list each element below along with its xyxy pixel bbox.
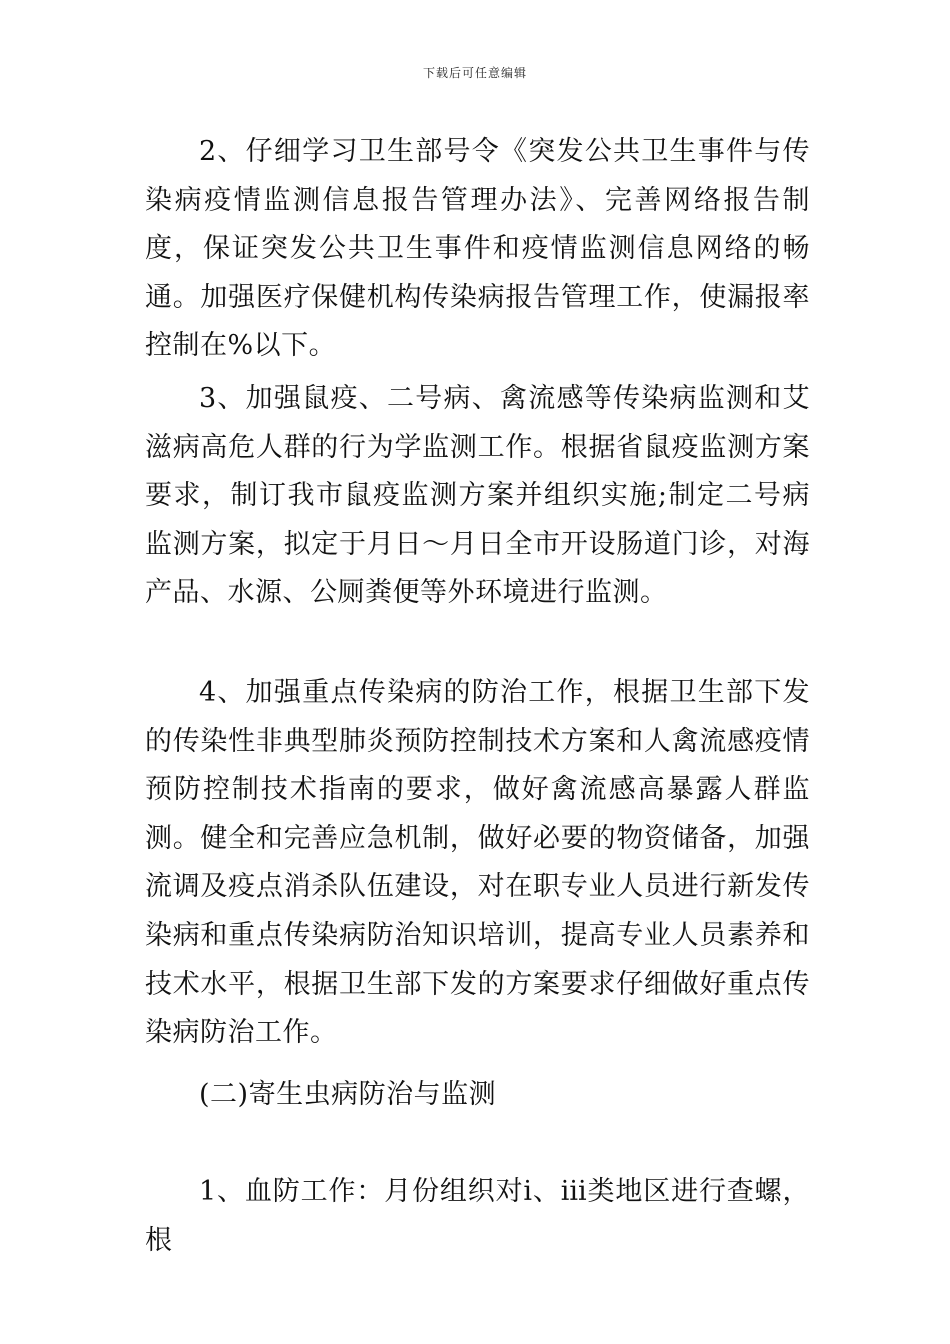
paragraph-2: 2、仔细学习卫生部号令《突发公共卫生事件与传染病疫情监测信息报告管理办法》、完善网络报告制度，保证突发公共卫生事件和疫情监测信息网络的畅通。加强医疗保健机构传染病报告管理工作，使漏报率控制在%以下。 xyxy=(145,136,810,362)
header-note: 下载后可任意编辑 xyxy=(422,66,527,80)
paragraph-5: 1、血防工作：月份组织对ⅰ、ⅲ类地区进行查螺，根 xyxy=(145,1176,810,1256)
paragraph-3: 3、加强鼠疫、二号病、禽流感等传染病监测和艾滋病高危人群的行为学监测工作。根据省鼠疫监测方案要求，制订我市鼠疫监测方案并组织实施;制定二号病监测方案，拟定于月日～月日全市开设肠道门诊，对海产品、水源、公厕粪便等外环境进行监测。 xyxy=(145,383,810,609)
section-heading: (二)寄生虫病防治与监测 xyxy=(199,1079,497,1110)
paragraph-4: 4、加强重点传染病的防治工作，根据卫生部下发的传染性非典型肺炎预防控制技术方案和人禽流感疫情预防控制技术指南的要求，做好禽流感高暴露人群监测。健全和完善应急机制，做好必要的物资储备，加强流调及疫点消杀队伍建设，对在职专业人员进行新发传染病和重点传染病防治知识培训，提高专业人员素养和技术水平，根据卫生部下发的方案要求仔细做好重点传染病防治工作。 xyxy=(145,677,810,1049)
